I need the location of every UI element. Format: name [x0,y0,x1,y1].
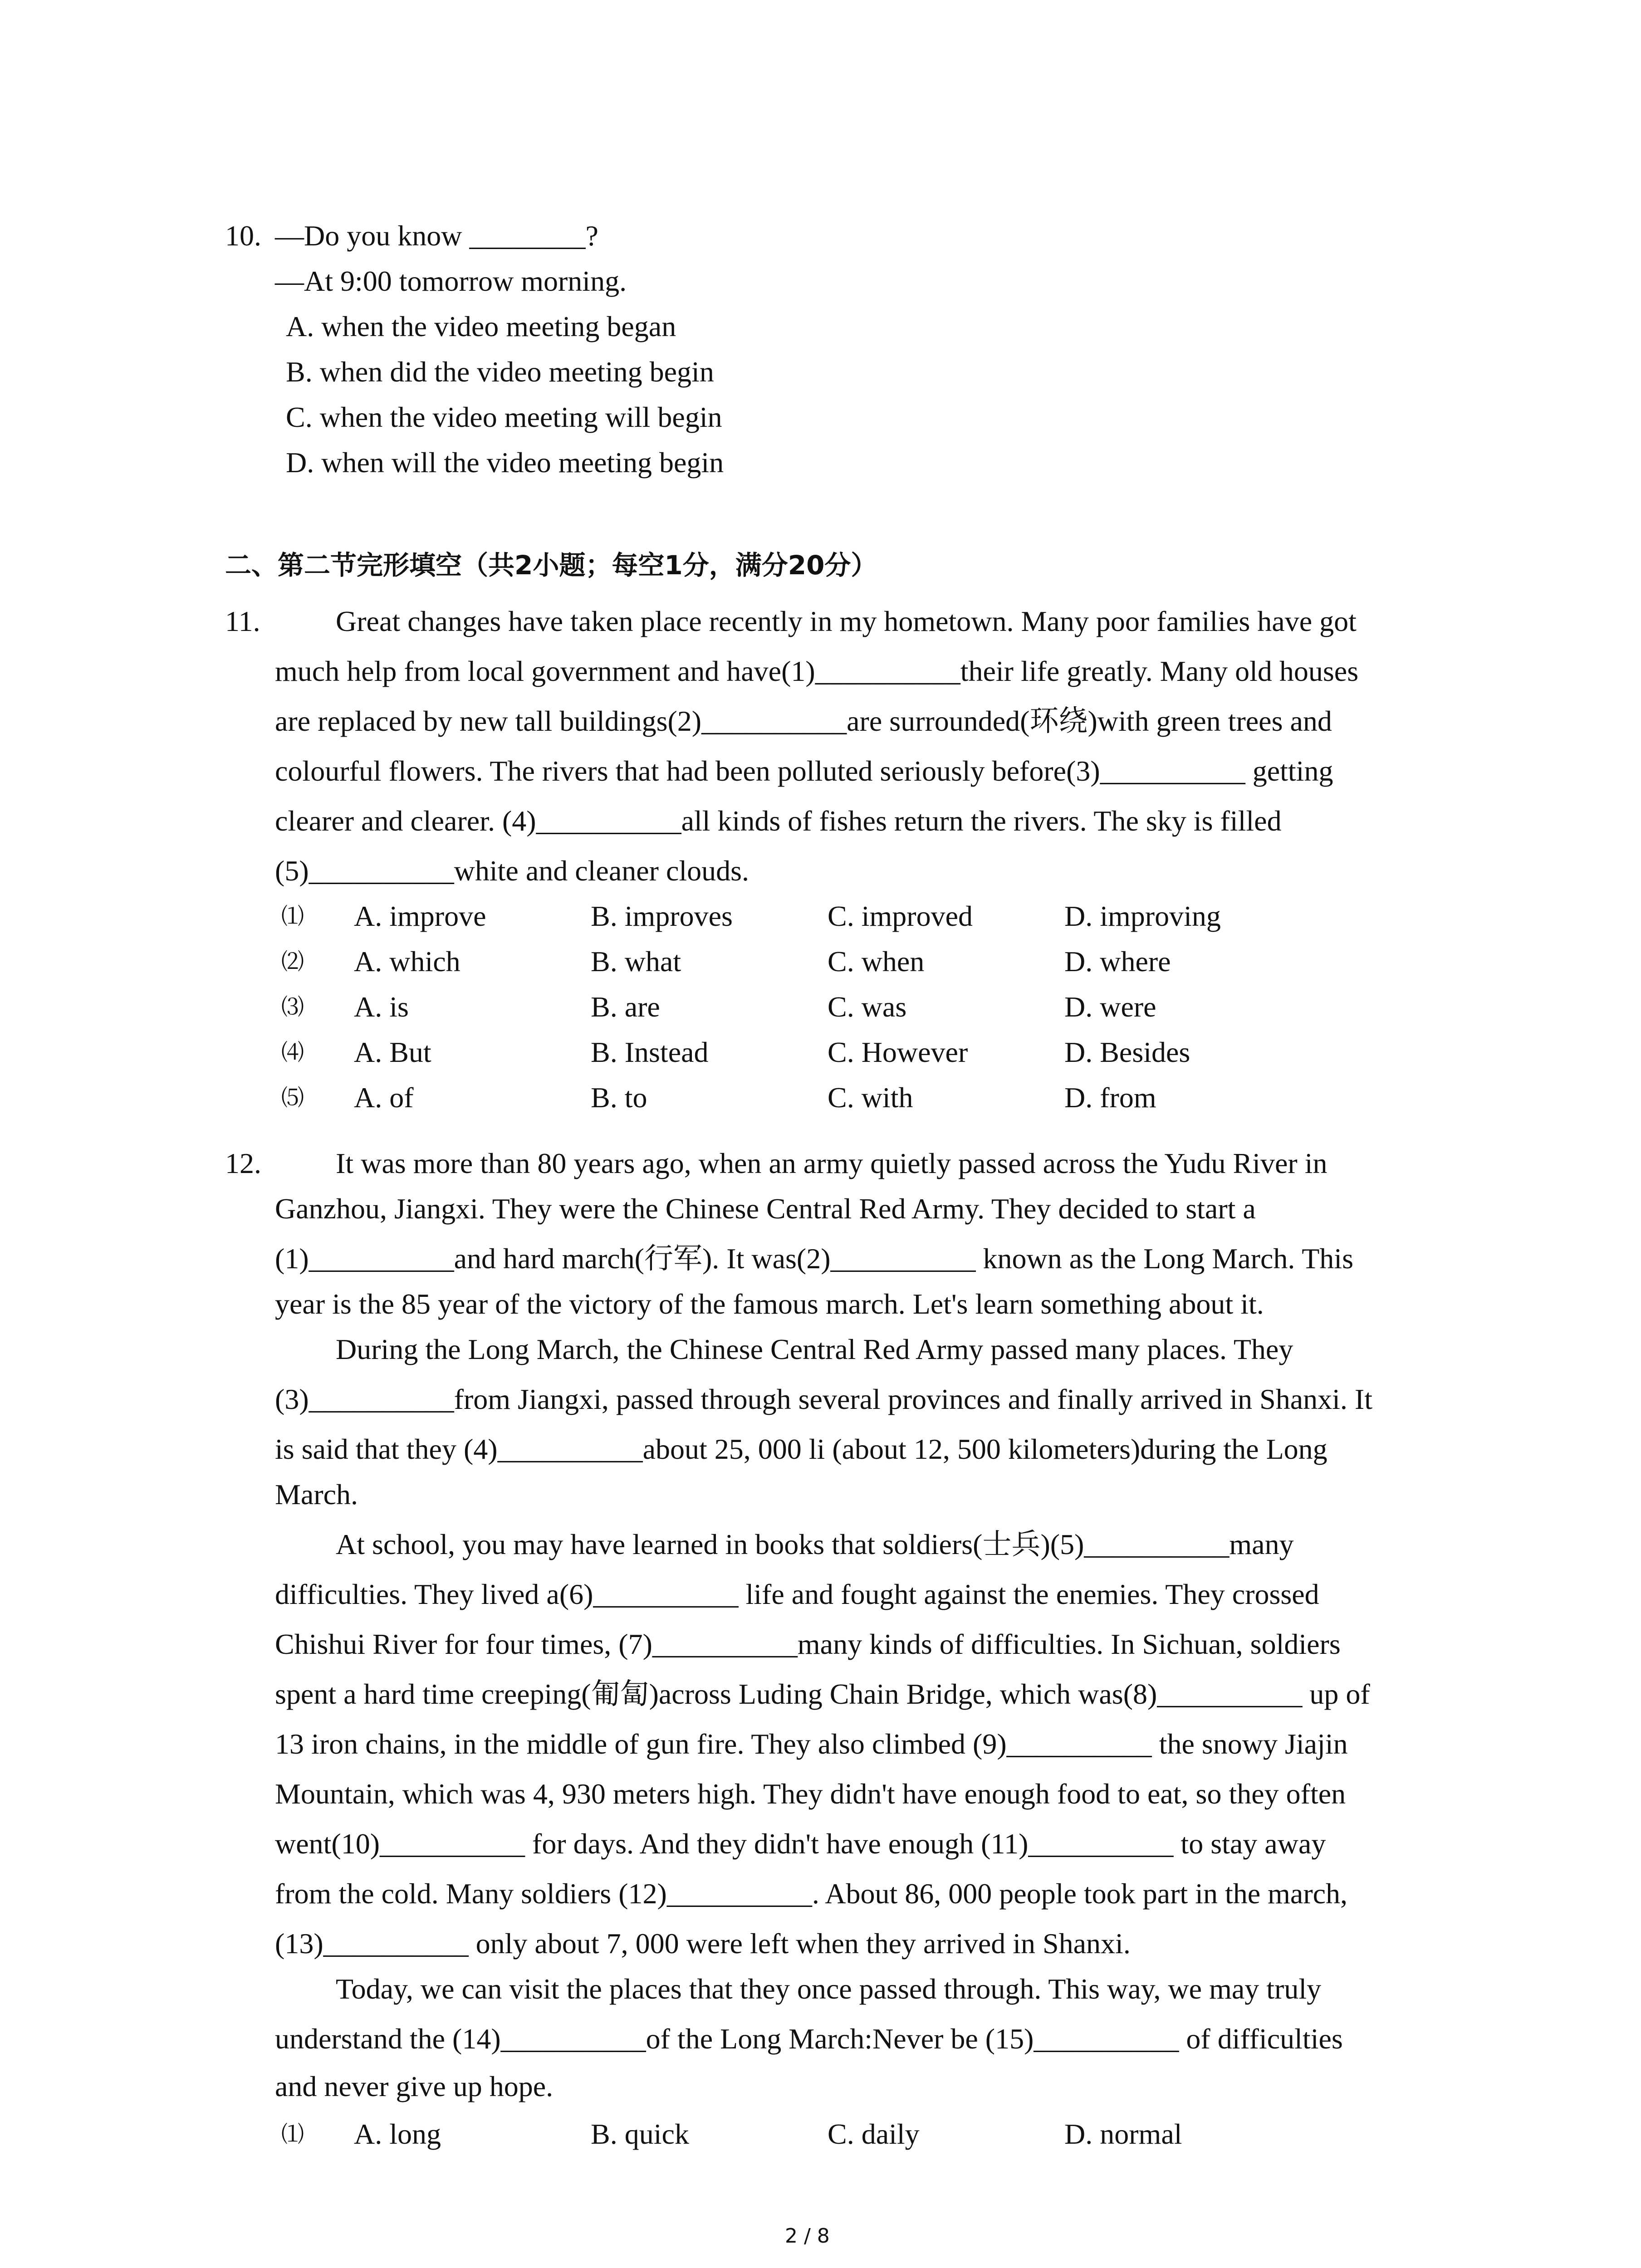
option-a: A. improve [354,900,486,932]
passage-line: much help from local government and have(1)__________their life greatly. Many old houses [275,655,1359,687]
passage-line: At school, you may have learned in books that soldiers(士兵)(5)__________many [336,1528,1294,1560]
passage-line: (13)__________ only about 7, 000 were left when they arrived in Shanxi. [275,1927,1131,1960]
option-b: B. improves [591,900,733,932]
option-row [0,2116,1641,2152]
option-number: ⑷ [281,1039,304,1066]
option-c: C. with [828,1081,913,1114]
question-number: 11. [225,605,260,637]
option-c: C. when [828,945,925,978]
option-c: C. was [828,991,907,1023]
passage-line: (5)__________white and cleaner clouds. [275,855,749,887]
question-number: 12. [225,1147,261,1179]
option-d: D. were [1064,991,1156,1023]
option-row [0,1080,1641,1116]
option-number: ⑶ [281,994,304,1020]
option-number: ⑸ [281,1085,304,1111]
passage-line: understand the (14)__________of the Long March:Never be (15)__________ of difficulties [275,2023,1343,2055]
option-c: C. However [828,1036,968,1068]
option-row [0,943,1641,980]
section-title: 二、第二节完形填空（共2小题；每空1分，满分20分） [225,550,877,581]
option-c: C. daily [828,2118,920,2150]
option-row [0,898,1641,934]
option-a: A. is [354,991,409,1023]
question-number: 10. [225,220,261,252]
option-b: B. Instead [591,1036,709,1068]
option-b: B. to [591,1081,647,1114]
option-d: D. when will the video meeting begin [286,446,724,479]
passage-line: (1)__________and hard march(行军). It was(2)__________ known as the Long March. This [275,1242,1353,1275]
option-row [0,989,1641,1025]
passage-line: March. [275,1478,358,1510]
option-d: D. normal [1064,2118,1182,2150]
option-a: A. when the video meeting began [286,310,676,342]
passage-line: During the Long March, the Chinese Central Red Army passed many places. They [336,1333,1293,1365]
passage-line: Ganzhou, Jiangxi. They were the Chinese Central Red Army. They decided to start a [275,1193,1256,1225]
passage-line: and never give up hope. [275,2070,554,2102]
option-number: ⑴ [281,2121,304,2147]
option-a: A. which [354,945,460,978]
passage-line: from the cold. Many soldiers (12)__________. About 86, 000 people took part in the march, [275,1877,1348,1910]
answer-line: —At 9:00 tomorrow morning. [275,265,627,297]
option-d: D. improving [1064,900,1221,932]
option-b: B. are [591,991,660,1023]
passage-line: It was more than 80 years ago, when an army quietly passed across the Yudu River in [336,1147,1327,1179]
option-a: A. of [354,1081,414,1114]
option-b: B. when did the video meeting begin [286,356,714,388]
page-number: 2 / 8 [785,2224,830,2248]
passage-line: Today, we can visit the places that they once passed through. This way, we may truly [336,1973,1322,2005]
passage-line: Mountain, which was 4, 930 meters high. They didn't have enough food to eat, so they often [275,1778,1346,1810]
passage-line: 13 iron chains, in the middle of gun fire. They also climbed (9)__________ the snowy Jiajin [275,1728,1348,1760]
option-b: B. quick [591,2118,689,2150]
passage-line: colourful flowers. The rivers that had been polluted seriously before(3)__________ getting [275,755,1333,787]
passage-line: is said that they (4)__________about 25, 000 li (about 12, 500 kilometers)during the Long [275,1433,1327,1465]
question-stem: —Do you know ________? [275,220,598,252]
option-c: C. improved [828,900,973,932]
passage-line: went(10)__________ for days. And they didn't have enough (11)__________ to stay away [275,1828,1326,1860]
passage-line: are replaced by new tall buildings(2)__________are surrounded(环绕)with green trees and [275,705,1332,737]
passage-line: Great changes have taken place recently in my hometown. Many poor families have got [336,605,1357,637]
option-d: D. from [1064,1081,1156,1114]
passage-line: Chishui River for four times, (7)__________many kinds of difficulties. In Sichuan, soldiers [275,1628,1341,1660]
option-a: A. long [354,2118,441,2150]
passage-line: year is the 85 year of the victory of the famous march. Let's learn something about it. [275,1288,1264,1320]
option-row [0,1034,1641,1070]
option-d: D. Besides [1064,1036,1190,1068]
option-d: D. where [1064,945,1171,978]
option-a: A. But [354,1036,431,1068]
option-c: C. when the video meeting will begin [286,401,722,433]
passage-line: spent a hard time creeping(匍匐)across Luding Chain Bridge, which was(8)__________ up of [275,1678,1370,1710]
option-number: ⑵ [281,948,304,975]
option-number: ⑴ [281,903,304,929]
passage-line: difficulties. They lived a(6)__________ life and fought against the enemies. They crossed [275,1578,1319,1610]
passage-line: clearer and clearer. (4)__________all kinds of fishes return the rivers. The sky is filled [275,805,1282,837]
option-b: B. what [591,945,681,978]
passage-line: (3)__________from Jiangxi, passed through several provinces and finally arrived in Shanxi. It [275,1383,1372,1415]
